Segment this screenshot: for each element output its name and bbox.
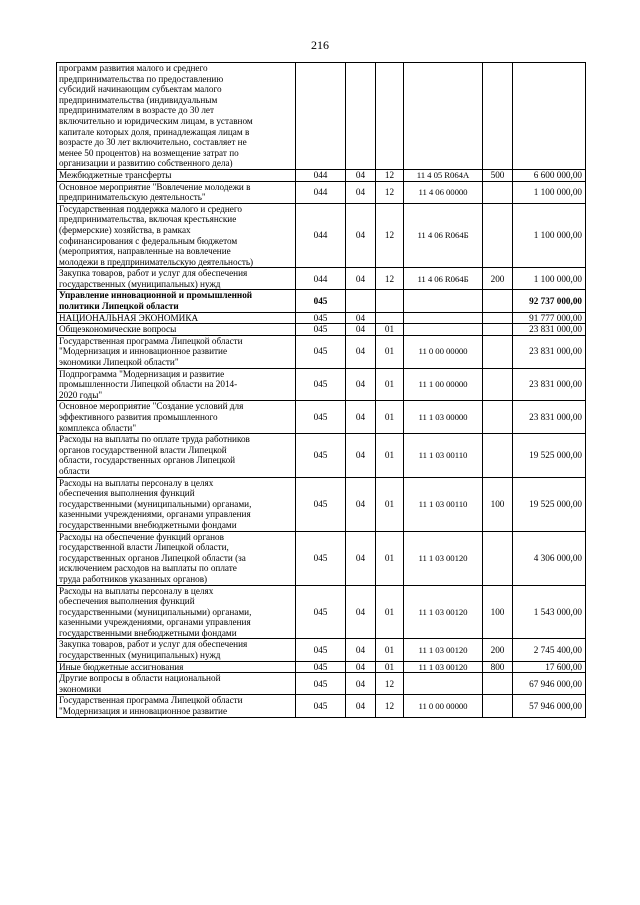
cell-name: Иные бюджетные ассигнования [57, 661, 296, 673]
cell-name: Расходы на выплаты персоналу в целях обеспечения выполнения функций государственными (муниципальными) органами, казенными учреждениями, органами управления государственными внебюджетными фондами [57, 585, 296, 639]
cell-expense-type-code [483, 695, 513, 717]
cell-section-code: 04 [346, 368, 376, 401]
cell-ministry-code: 045 [296, 368, 346, 401]
table-row [57, 268, 586, 290]
cell-amount: 67 946 000,00 [513, 673, 586, 695]
cell-amount: 4 306 000,00 [513, 531, 586, 585]
cell-subsection-code: 01 [376, 368, 404, 401]
cell-target-code: 11 1 03 00110 [404, 477, 483, 531]
table-row [57, 585, 586, 639]
cell-name: Другие вопросы в области национальной экономики [57, 673, 296, 695]
cell-subsection-code: 01 [376, 335, 404, 368]
cell-ministry-code: 045 [296, 312, 346, 324]
cell-amount: 19 525 000,00 [513, 477, 586, 531]
table-row [57, 639, 586, 661]
cell-expense-type-code [483, 312, 513, 324]
cell-name: Государственная программа Липецкой области "Модернизация и инновационное развитие [57, 695, 296, 717]
cell-section-code: 04 [346, 169, 376, 181]
table-row [57, 661, 586, 673]
cell-amount: 92 737 000,00 [513, 290, 586, 312]
cell-amount: 23 831 000,00 [513, 368, 586, 401]
cell-ministry-code: 045 [296, 673, 346, 695]
cell-subsection-code: 01 [376, 639, 404, 661]
cell-section-code: 04 [346, 268, 376, 290]
table-row [57, 401, 586, 434]
cell-expense-type-code [483, 401, 513, 434]
cell-section-code: 04 [346, 695, 376, 717]
cell-expense-type-code [483, 290, 513, 312]
cell-name: Общеэкономические вопросы [57, 324, 296, 336]
cell-section-code: 04 [346, 335, 376, 368]
cell-target-code: 11 4 06 R064Б [404, 203, 483, 268]
cell-subsection-code: 01 [376, 434, 404, 477]
cell-name: НАЦИОНАЛЬНАЯ ЭКОНОМИКА [57, 312, 296, 324]
cell-amount: 6 600 000,00 [513, 169, 586, 181]
cell-name: Закупка товаров, работ и услуг для обеспечения государственных (муниципальных) нужд [57, 639, 296, 661]
cell-section-code: 04 [346, 434, 376, 477]
cell-ministry-code: 045 [296, 401, 346, 434]
cell-ministry-code [296, 63, 346, 170]
cell-amount: 1 543 000,00 [513, 585, 586, 639]
cell-ministry-code: 044 [296, 181, 346, 203]
cell-amount: 57 946 000,00 [513, 695, 586, 717]
cell-ministry-code: 045 [296, 434, 346, 477]
table-row [57, 368, 586, 401]
cell-expense-type-code [483, 324, 513, 336]
cell-name: Управление инновационной и промышленной политики Липецкой области [57, 290, 296, 312]
cell-ministry-code: 045 [296, 585, 346, 639]
cell-ministry-code: 044 [296, 203, 346, 268]
cell-ministry-code: 045 [296, 531, 346, 585]
cell-subsection-code: 01 [376, 477, 404, 531]
cell-amount: 23 831 000,00 [513, 324, 586, 336]
cell-subsection-code: 01 [376, 324, 404, 336]
budget-table [56, 62, 586, 718]
cell-target-code: 11 0 00 00000 [404, 695, 483, 717]
cell-amount: 1 100 000,00 [513, 181, 586, 203]
cell-subsection-code: 12 [376, 181, 404, 203]
cell-section-code: 04 [346, 312, 376, 324]
table-row [57, 477, 586, 531]
cell-section-code: 04 [346, 673, 376, 695]
cell-subsection-code [376, 290, 404, 312]
cell-expense-type-code [483, 673, 513, 695]
cell-expense-type-code [483, 434, 513, 477]
cell-section-code: 04 [346, 477, 376, 531]
cell-target-code [404, 673, 483, 695]
table-row [57, 434, 586, 477]
cell-expense-type-code [483, 531, 513, 585]
cell-section-code: 04 [346, 181, 376, 203]
cell-target-code [404, 63, 483, 170]
cell-subsection-code: 12 [376, 268, 404, 290]
cell-target-code: 11 1 03 00120 [404, 661, 483, 673]
cell-target-code [404, 324, 483, 336]
cell-amount [513, 63, 586, 170]
cell-amount: 19 525 000,00 [513, 434, 586, 477]
cell-target-code: 11 1 03 00110 [404, 434, 483, 477]
cell-amount: 91 777 000,00 [513, 312, 586, 324]
cell-subsection-code: 01 [376, 585, 404, 639]
cell-section-code: 04 [346, 324, 376, 336]
cell-subsection-code [376, 312, 404, 324]
cell-name: Расходы на выплаты персоналу в целях обеспечения выполнения функций государственными (муниципальными) органами, казенными учреждениями, органами управления государственными внебюджетными фондами [57, 477, 296, 531]
cell-expense-type-code: 200 [483, 268, 513, 290]
cell-target-code: 11 1 00 00000 [404, 368, 483, 401]
cell-amount: 2 745 400,00 [513, 639, 586, 661]
cell-subsection-code [376, 63, 404, 170]
cell-subsection-code: 12 [376, 695, 404, 717]
cell-subsection-code: 12 [376, 673, 404, 695]
cell-target-code: 11 1 03 00120 [404, 585, 483, 639]
table-row [57, 335, 586, 368]
cell-target-code: 11 0 00 00000 [404, 335, 483, 368]
cell-expense-type-code: 100 [483, 585, 513, 639]
cell-expense-type-code [483, 203, 513, 268]
cell-expense-type-code [483, 181, 513, 203]
cell-amount: 1 100 000,00 [513, 268, 586, 290]
cell-target-code [404, 312, 483, 324]
table-row [57, 63, 586, 170]
cell-name: Государственная поддержка малого и среднего предпринимательства, включая крестьянские (фермерские) хозяйства, в рамках софинансирования с федеральным бюджетом (мероприятия, направленные на вовлечение молодежи в предпринимательскую деятельность) [57, 203, 296, 268]
cell-name: Основное мероприятие "Вовлечение молодежи в предпринимательскую деятельность" [57, 181, 296, 203]
cell-target-code: 11 4 06 00000 [404, 181, 483, 203]
cell-ministry-code: 045 [296, 290, 346, 312]
cell-name: Основное мероприятие "Создание условий для эффективного развития промышленного комплекса области" [57, 401, 296, 434]
cell-name: программ развития малого и среднего предпринимательства по предоставлению субсидий начинающим субъектам малого предпринимательства (индивидуальным предпринимателям в возрасте до 30 лет включительно и юридическим лицам, в уставном капитале которых доля, принадлежащая лицам в возрасте до 30 лет включительно, составляет не менее 50 процентов) на возмещение затрат по организации и развитию собственного дела) [57, 63, 296, 170]
cell-expense-type-code: 500 [483, 169, 513, 181]
cell-expense-type-code: 200 [483, 639, 513, 661]
cell-name: Закупка товаров, работ и услуг для обеспечения государственных (муниципальных) нужд [57, 268, 296, 290]
cell-section-code: 04 [346, 639, 376, 661]
cell-expense-type-code [483, 63, 513, 170]
table-row [57, 531, 586, 585]
cell-section-code: 04 [346, 531, 376, 585]
table-row [57, 673, 586, 695]
cell-section-code: 04 [346, 661, 376, 673]
cell-section-code [346, 63, 376, 170]
cell-target-code [404, 290, 483, 312]
cell-subsection-code: 01 [376, 401, 404, 434]
cell-subsection-code: 12 [376, 203, 404, 268]
cell-section-code: 04 [346, 585, 376, 639]
cell-ministry-code: 045 [296, 661, 346, 673]
cell-ministry-code: 045 [296, 695, 346, 717]
cell-ministry-code: 044 [296, 268, 346, 290]
cell-target-code: 11 4 05 R064А [404, 169, 483, 181]
cell-ministry-code: 045 [296, 324, 346, 336]
cell-expense-type-code: 100 [483, 477, 513, 531]
cell-section-code [346, 290, 376, 312]
cell-amount: 23 831 000,00 [513, 335, 586, 368]
cell-amount: 17 600,00 [513, 661, 586, 673]
cell-name: Подпрограмма "Модернизация и развитие промышленности Липецкой области на 2014- 2020 годы" [57, 368, 296, 401]
cell-name: Межбюджетные трансферты [57, 169, 296, 181]
table-row [57, 203, 586, 268]
page-number: 216 [311, 38, 329, 52]
table-row [57, 312, 586, 324]
cell-subsection-code: 01 [376, 661, 404, 673]
cell-name: Государственная программа Липецкой области "Модернизация и инновационное развитие экономики Липецкой области" [57, 335, 296, 368]
cell-section-code: 04 [346, 203, 376, 268]
cell-target-code: 11 1 03 00120 [404, 531, 483, 585]
cell-expense-type-code [483, 335, 513, 368]
budget-table-body [57, 63, 586, 718]
cell-ministry-code: 045 [296, 639, 346, 661]
table-row [57, 695, 586, 717]
cell-subsection-code: 12 [376, 169, 404, 181]
cell-target-code: 11 4 06 R064Б [404, 268, 483, 290]
cell-target-code: 11 1 03 00000 [404, 401, 483, 434]
cell-expense-type-code [483, 368, 513, 401]
cell-ministry-code: 045 [296, 477, 346, 531]
cell-amount: 23 831 000,00 [513, 401, 586, 434]
cell-amount: 1 100 000,00 [513, 203, 586, 268]
cell-subsection-code: 01 [376, 531, 404, 585]
cell-target-code: 11 1 03 00120 [404, 639, 483, 661]
table-row [57, 290, 586, 312]
cell-ministry-code: 044 [296, 169, 346, 181]
cell-section-code: 04 [346, 401, 376, 434]
table-row [57, 169, 586, 181]
cell-ministry-code: 045 [296, 335, 346, 368]
table-row [57, 181, 586, 203]
table-row [57, 324, 586, 336]
cell-name: Расходы на обеспечение функций органов государственной власти Липецкой области, государственных органов Липецкой области (за исключением расходов на выплаты по оплате труда работников указанных органов) [57, 531, 296, 585]
cell-name: Расходы на выплаты по оплате труда работников органов государственной власти Липецкой области, государственных органов Липецкой области [57, 434, 296, 477]
cell-expense-type-code: 800 [483, 661, 513, 673]
